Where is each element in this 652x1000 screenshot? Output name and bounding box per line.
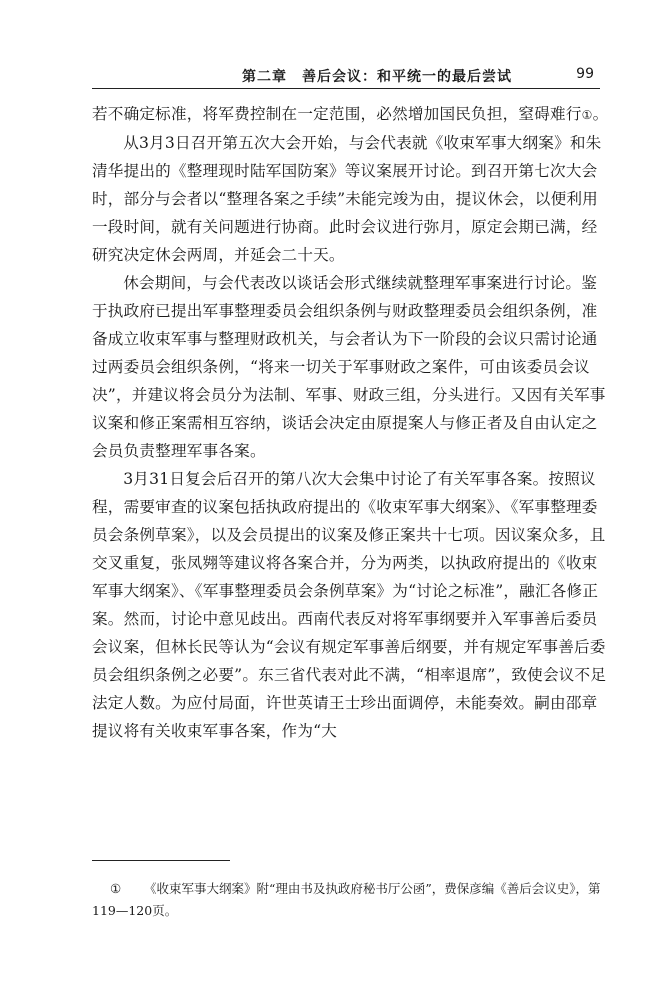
footnote-divider xyxy=(92,860,230,861)
paragraph-2: 从3月3日召开第五次大会开始，与会代表就《收束军事大纲案》和朱清华提出的《整理现时陆军国防案》等议案展开讨论。到召开第七次大会时，部分与会者以“整理各案之手续”未能完竣为由，提议休会，以便利用一段时间，就有关问题进行协商。此时会议进行弥月，原定会期已满，经研究决定休会两周，并延会二十天。 xyxy=(92,134,602,264)
chapter-title: 第二章 善后会议：和平统一的最后尝试 xyxy=(242,69,512,85)
paragraph-1 xyxy=(92,100,612,129)
page-number: 99 xyxy=(576,66,594,82)
footnote-marker: ① xyxy=(110,881,122,896)
footnote-text: 《收束军事大纲案》附“理由书及执政府秘书厅公函”，费保彦编《善后会议史》，第119—120页。 xyxy=(92,881,601,918)
paragraph-3: 休会期间，与会代表改以谈话会形式继续就整理军事案进行讨论。鉴于执政府已提出军事整理委员会组织条例与财政整理委员会组织条例，准备成立收束军事与整理财政机关，与会者认为下一阶段的会议只需讨论通过两委员会组织条例，“将来一切关于军事财政之案件，可由该委员会议决”，并建议将会员分为法制、军事、财政三组，分头进行。又因有关军事议案和修正案需相互容纳，谈话会决定由原提案人与修正者及自由认定之会员负责整理军事各案。 xyxy=(92,274,606,460)
paragraph-4: 3月31日复会后召开的第八次大会集中讨论了有关军事各案。按照议程，需要审查的议案包括执政府提出的《收束军事大纲案》、《军事整理委员会条例草案》，以及会员提出的议案及修正案共十七项。因议案众多，且交叉重复，张凤翙等建议将各案合并，分为两类，以执政府提出的《收束军事大纲案》、《军事整理委员会条例草案》为“讨论之标准”，融汇各修正案。然而，讨论中意见歧出。西南代表反对将军事纲要并入军事善后委员会议案，但林长民等认为“会议有规定军事善后纲要，并有规定军事善后委员会组织条例之必要”。东三省代表对此不满，“相率退席”，致使会议不足法定人数。为应付局面，许世英请王士珍出面调停，未能奏效。嗣由邵章提议将有关收束军事各案，作为“大 xyxy=(92,470,607,740)
paragraph-1-end: 。 xyxy=(592,105,609,123)
footnote-reference: ① xyxy=(581,108,593,122)
paragraph-1-text: 若不确定标准，将军费控制在一定范围，必然增加国民负担，窒碍难行 xyxy=(92,105,582,123)
body-text xyxy=(92,100,612,745)
running-header xyxy=(92,60,600,89)
footnote xyxy=(92,878,612,922)
